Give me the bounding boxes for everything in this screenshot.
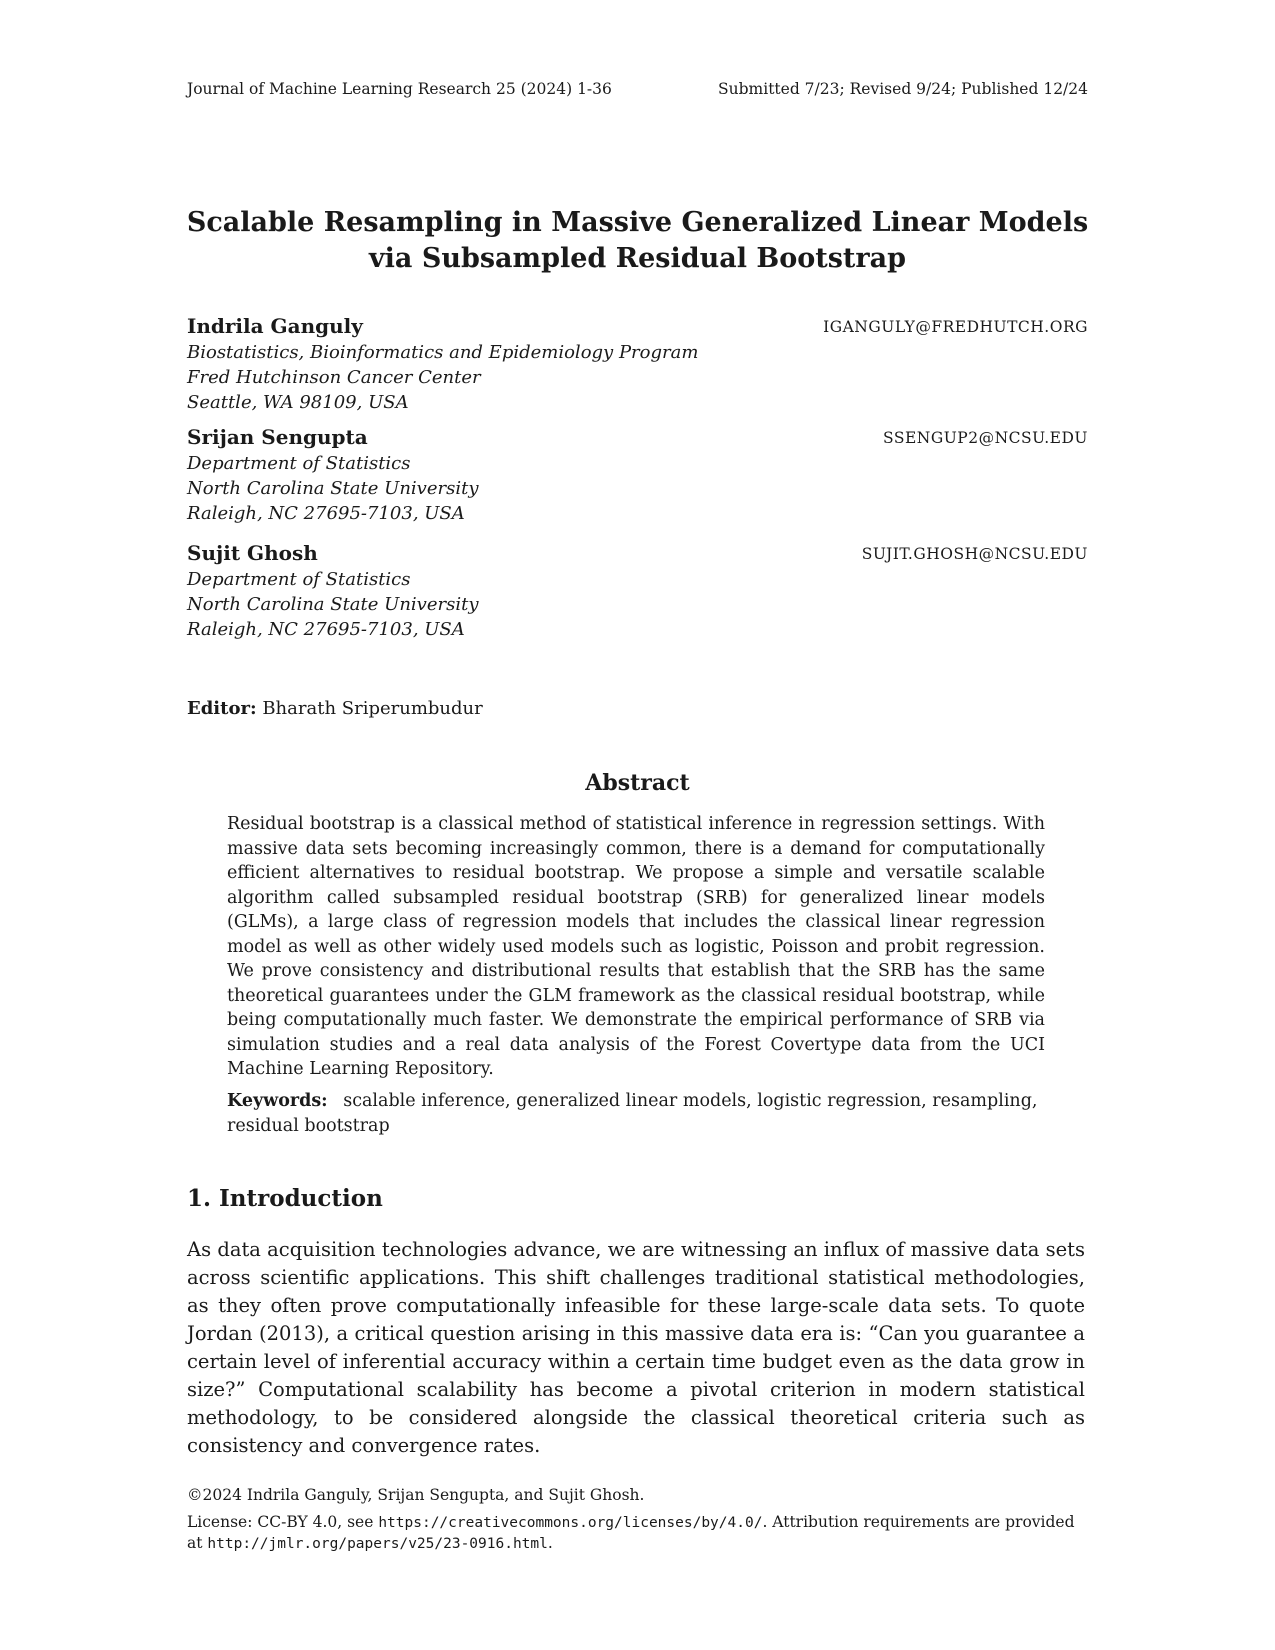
editor-line [187,698,483,719]
author-email: IGANGULY@FREDHUTCH.ORG [823,318,1088,336]
author-affiliation-line: Seattle, WA 98109, USA [187,392,409,413]
editor-name: Bharath Sriperumbudur [262,698,483,719]
license-link[interactable]: https://creativecommons.org/licenses/by/4.0/ [378,1515,763,1531]
author-affiliation-line: Raleigh, NC 27695-7103, USA [187,503,465,524]
license-text: . [547,1534,553,1552]
abstract-heading: Abstract [585,770,690,796]
author-affiliation-line: Raleigh, NC 27695-7103, USA [187,619,465,640]
journal-header: Journal of Machine Learning Research 25 (2024) 1-36 [187,80,612,98]
paper-link[interactable]: http://jmlr.org/papers/v25/23-0916.html [207,1536,548,1552]
license-note [187,1512,1087,1554]
author-affiliation-line: Fred Hutchinson Cancer Center [187,367,481,388]
editor-label: Editor: [187,698,257,719]
paper-title [100,205,1175,277]
copyright-note: ©2024 Indrila Ganguly, Srijan Sengupta, and Sujit Ghosh. [187,1486,645,1504]
abstract-text: Residual bootstrap is a classical method of statistical inference in regression settings. With massive data sets becoming increasingly common, there is a demand for computationally efficient alternatives to residual bootstrap. We propose a simple and versatile scalable algorithm called subsampled residual bootstrap (SRB) for generalized linear models (GLMs), a large class of regression models that includes the classical linear regression model as well as other widely used models such as logistic, Poisson and probit regression. We prove consistency and distributional results that establish that the SRB has the same theoretical guarantees under the GLM framework as the classical residual bootstrap, while being computationally much faster. We demonstrate the empirical performance of SRB via simulation studies and a real data analysis of the Forest Covertype data from the UCI Machine Learning Repository. [227,814,1045,1079]
author-affiliation-line: North Carolina State University [187,594,479,615]
author-name: Srijan Sengupta [187,425,368,449]
author-name: Sujit Ghosh [187,541,318,565]
license-text: . Attribution requirements are provided at [187,1513,1075,1552]
author-affiliation-line: Biostatistics, Bioinformatics and Epidemiology Program [187,342,699,363]
title-line-2: via Subsampled Residual Bootstrap [368,243,907,274]
license-text: License: CC-BY 4.0, see [187,1513,379,1531]
author-affiliation-line: North Carolina State University [187,478,479,499]
author-affiliation-line: Department of Statistics [187,569,411,590]
author-email: SSENGUP2@NCSU.EDU [883,429,1088,447]
author-email: SUJIT.GHOSH@NCSU.EDU [861,545,1088,563]
author-affiliation-line: Department of Statistics [187,453,411,474]
keywords-label: Keywords: [227,1091,328,1111]
keywords [227,1089,1045,1138]
section-heading: 1. Introduction [187,1185,383,1212]
keywords-list: scalable inference, generalized linear models, logistic regression, resampling, residual bootstrap [227,1091,1038,1136]
introduction-paragraph: As data acquisition technologies advance, we are witnessing an influx of massive data sets across scientific applications. This shift challenges traditional statistical methodologies, as they often prove computationally infeasible for these large-scale data sets. To quote Jordan (2013), a critical question arising in this massive data era is: “Can you guarantee a certain level of inferential accuracy within a certain time budget even as the data grow in size?” Computational scalability has become a pivotal criterion in modern statistical methodology, to be considered alongside the classical theoretical criteria such as consistency and convergence rates. [187,1238,1085,1457]
author-name: Indrila Ganguly [187,314,363,338]
submission-dates: Submitted 7/23; Revised 9/24; Published 12/24 [718,80,1088,98]
title-line-1: Scalable Resampling in Massive Generalized Linear Models [186,207,1089,238]
